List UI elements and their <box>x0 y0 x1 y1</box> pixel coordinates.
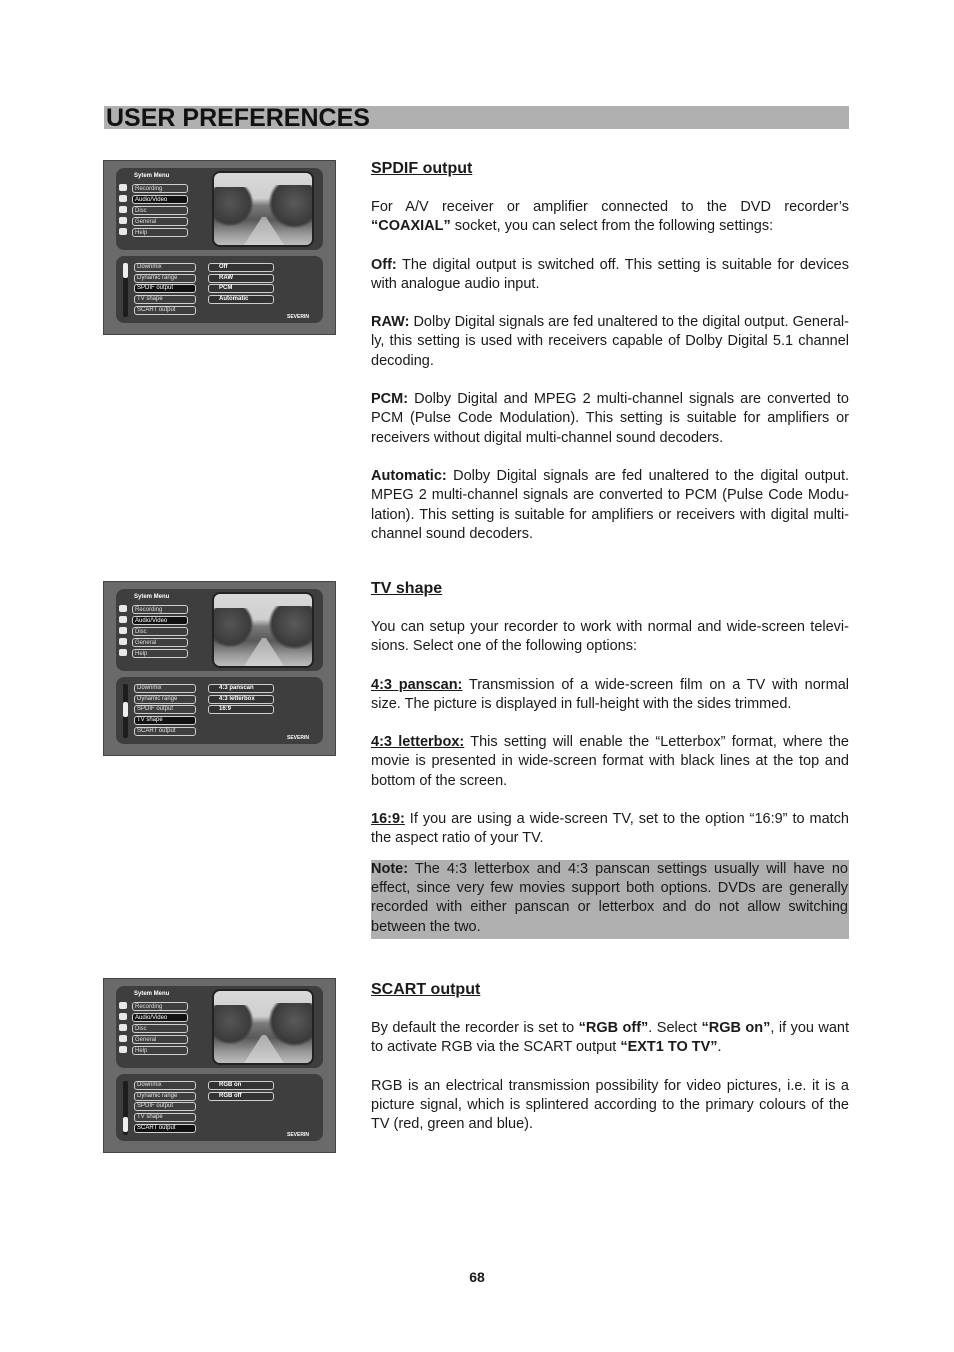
text: By default the recorder is set to <box>371 1020 579 1036</box>
term-label: PCM: <box>371 391 409 408</box>
value-item: RGB off <box>208 1092 274 1101</box>
system-menu <box>118 173 188 238</box>
menu-item-icon <box>119 1046 127 1053</box>
menu-item-label: General <box>132 217 188 226</box>
value-item: Automatic <box>208 295 274 304</box>
brand-logo: SEVERIN <box>287 735 309 741</box>
value-list <box>208 684 274 716</box>
text: . Select <box>648 1020 702 1036</box>
menu-item-label: Help <box>132 228 188 237</box>
value-item: 16:9 <box>208 705 274 714</box>
scrollbar <box>123 1081 128 1135</box>
system-menu-title: Sytem Menu <box>134 594 170 600</box>
system-menu-item <box>118 205 188 216</box>
note-box <box>371 860 849 939</box>
term-text: This setting will enable the “Letterbox” format, where the movie is presented in wide-screen format with black lines at the top and bottom of the screen. <box>371 734 849 789</box>
system-menu-item <box>118 1034 188 1045</box>
scrollbar-thumb <box>123 702 128 717</box>
menu-item-icon <box>119 1024 127 1031</box>
menu-item-icon <box>119 184 127 191</box>
section-tv-shape <box>371 579 849 958</box>
option-item: Downmix <box>134 1081 196 1090</box>
option-list <box>134 1081 196 1134</box>
option-item: SCART output <box>134 727 196 736</box>
system-menu-item <box>118 637 188 648</box>
system-menu-item <box>118 648 188 659</box>
value-list <box>208 1081 274 1102</box>
system-menu-item <box>118 227 188 238</box>
term-text: The digital output is switched off. This setting is suitable for devices with analogue audio input. <box>371 256 849 292</box>
system-menu-item <box>118 1012 188 1023</box>
trees-right <box>268 1003 312 1047</box>
tvshape-intro: You can setup your recorder to work with normal and wide-screen televi-sions. Select one of the following options: <box>371 619 849 655</box>
term-label: Off: <box>371 256 397 273</box>
menu-item-label: Recording <box>132 184 188 193</box>
system-menu-item <box>118 216 188 227</box>
term-text: Dolby Digital and MPEG 2 multi-channel signals are converted to PCM (Pulse Code Modulation). This setting is suitable for amplifiers or receivers without digital multi-channel sound decoders. <box>371 391 849 446</box>
term-label: 4:3 letterbox: <box>371 734 465 751</box>
heading-tv-shape: TV shape <box>371 580 443 597</box>
system-menu-title: Sytem Menu <box>134 173 170 179</box>
option-item: TV shape <box>134 295 196 304</box>
option-item: SCART output <box>134 1124 196 1133</box>
menu-item-label: Audio/Video <box>132 616 188 625</box>
scrollbar <box>123 684 128 738</box>
menu-item-icon <box>119 1002 127 1009</box>
text: . <box>717 1039 722 1056</box>
brand-logo: SEVERIN <box>287 1132 309 1138</box>
page-title: USER PREFERENCES <box>106 104 370 132</box>
term-text: If you are using a wide-screen TV, set to the option “16:9” to match the aspect ratio of your TV. <box>371 811 849 847</box>
trees-left <box>214 608 254 648</box>
system-menu-item <box>118 626 188 637</box>
preview-picture <box>212 592 314 668</box>
trees-right <box>268 185 312 229</box>
term-text: Dolby Digital signals are fed unaltered to the digital output. MPEG 2 multi-channel signals are converted to PCM (Pulse Code Modu-lation). This setting is suitable for amplifiers or receivers with digital multi-channel sound decoders. <box>371 467 849 542</box>
tvshape-letterbox <box>371 733 849 791</box>
spdif-raw <box>371 313 849 371</box>
system-menu-item <box>118 615 188 626</box>
menu-item-label: Disc <box>132 627 188 636</box>
system-menu-item <box>118 1045 188 1056</box>
term-text: Transmission of a wide-screen film on a TV with normal size. The picture is displayed in full-height with the sides trimmed. <box>371 676 849 712</box>
menu-item-icon <box>119 649 127 656</box>
coaxial-label: “COAXIAL” <box>371 218 451 235</box>
term-label: 16:9: <box>371 811 405 828</box>
spdif-off <box>371 256 849 295</box>
option-item: TV shape <box>134 716 196 725</box>
text: , if you want to activate RGB via the SCART output <box>371 1020 850 1056</box>
menu-item-label: General <box>132 1035 188 1044</box>
system-menu-item <box>118 183 188 194</box>
option-item: SPDIF output <box>134 1102 196 1111</box>
option-item: Downmix <box>134 684 196 693</box>
option-list <box>134 684 196 737</box>
ext1-label: “EXT1 TO TV” <box>620 1039 718 1056</box>
term-label: Automatic: <box>371 467 447 484</box>
menu-item-icon <box>119 1035 127 1042</box>
menu-item-label: Help <box>132 1046 188 1055</box>
term-label: 4:3 panscan: <box>371 676 463 693</box>
system-menu-item <box>118 1023 188 1034</box>
menu-item-icon <box>119 206 127 213</box>
menu-item-label: Recording <box>132 605 188 614</box>
value-item: RGB on <box>208 1081 274 1090</box>
spdif-intro <box>371 198 849 237</box>
option-item: SPDIF output <box>134 705 196 714</box>
option-item: TV shape <box>134 1113 196 1122</box>
menu-item-icon <box>119 228 127 235</box>
scart-p2: RGB is an electrical transmission possibility for video pictures, i.e. it is a picture signal, which is splintered according to the primary colours of the TV (red, green and blue). <box>371 1077 849 1133</box>
rgb-on-label: “RGB on” <box>701 1020 771 1036</box>
menu-item-icon <box>119 217 127 224</box>
term-label: RAW: <box>371 314 410 331</box>
option-item: Dynamic range <box>134 695 196 704</box>
note-text: The 4:3 letterbox and 4:3 panscan settings usually will have no effect, since very few movies support both options. DVDs are generally recorded with either panscan or letterbox and do not allow switching between the two. <box>371 860 848 935</box>
menu-screenshot-spdif <box>103 160 336 335</box>
option-item: SCART output <box>134 306 196 315</box>
heading-spdif: SPDIF output <box>371 160 473 177</box>
menu-item-icon <box>119 1013 127 1020</box>
value-item: Off <box>208 263 274 272</box>
scrollbar-thumb <box>123 1117 128 1132</box>
page-number: 68 <box>469 1269 485 1285</box>
menu-item-icon <box>119 605 127 612</box>
menu-screenshot-scart <box>103 978 336 1153</box>
menu-item-label: Audio/Video <box>132 195 188 204</box>
note-label: Note: <box>371 860 409 877</box>
text: socket, you can select from the following settings: <box>450 218 774 235</box>
menu-screenshot-tv-shape <box>103 581 336 756</box>
menu-item-icon <box>119 627 127 634</box>
preview-picture <box>212 171 314 247</box>
menu-item-label: General <box>132 638 188 647</box>
menu-item-label: Disc <box>132 206 188 215</box>
system-menu-item <box>118 194 188 205</box>
menu-item-label: Recording <box>132 1002 188 1011</box>
brand-logo: SEVERIN <box>287 314 309 320</box>
system-menu <box>118 991 188 1056</box>
title-bar <box>104 104 849 132</box>
option-item: Downmix <box>134 263 196 272</box>
menu-item-icon <box>119 638 127 645</box>
option-item: SPDIF output <box>134 284 196 293</box>
rgb-off-label: “RGB off” <box>578 1020 649 1036</box>
option-item: Dynamic range <box>134 274 196 283</box>
option-item: Dynamic range <box>134 1092 196 1101</box>
option-list <box>134 263 196 316</box>
system-menu-item <box>118 1001 188 1012</box>
trees-left <box>214 187 254 227</box>
system-menu-item <box>118 604 188 615</box>
value-item: PCM <box>208 284 274 293</box>
menu-item-label: Audio/Video <box>132 1013 188 1022</box>
tvshape-panscan <box>371 676 849 715</box>
section-scart <box>371 980 849 1153</box>
value-item: RAW <box>208 274 274 283</box>
menu-item-icon <box>119 195 127 202</box>
spdif-pcm <box>371 390 849 448</box>
scrollbar-thumb <box>123 263 128 278</box>
heading-scart: SCART output <box>371 981 481 998</box>
trees-right <box>268 606 312 650</box>
trees-left <box>214 1005 254 1045</box>
scart-p1 <box>371 1019 849 1058</box>
menu-item-icon <box>119 616 127 623</box>
preview-picture <box>212 989 314 1065</box>
spdif-automatic <box>371 467 849 544</box>
text: For A/V receiver or amplifier connected to the DVD recorder’s <box>371 199 849 215</box>
menu-item-label: Help <box>132 649 188 658</box>
system-menu <box>118 594 188 659</box>
value-item: 4:3 letterbox <box>208 695 274 704</box>
menu-item-label: Disc <box>132 1024 188 1033</box>
section-spdif <box>371 159 849 563</box>
term-text: Dolby Digital signals are fed unaltered to the digital output. General-ly, this setting is used with receivers capable of Dolby Digital 5.1 channel decoding. <box>371 314 849 369</box>
scrollbar <box>123 263 128 317</box>
system-menu-title: Sytem Menu <box>134 991 170 997</box>
value-list <box>208 263 274 306</box>
value-item: 4:3 panscan <box>208 684 274 693</box>
tvshape-wide <box>371 810 849 849</box>
